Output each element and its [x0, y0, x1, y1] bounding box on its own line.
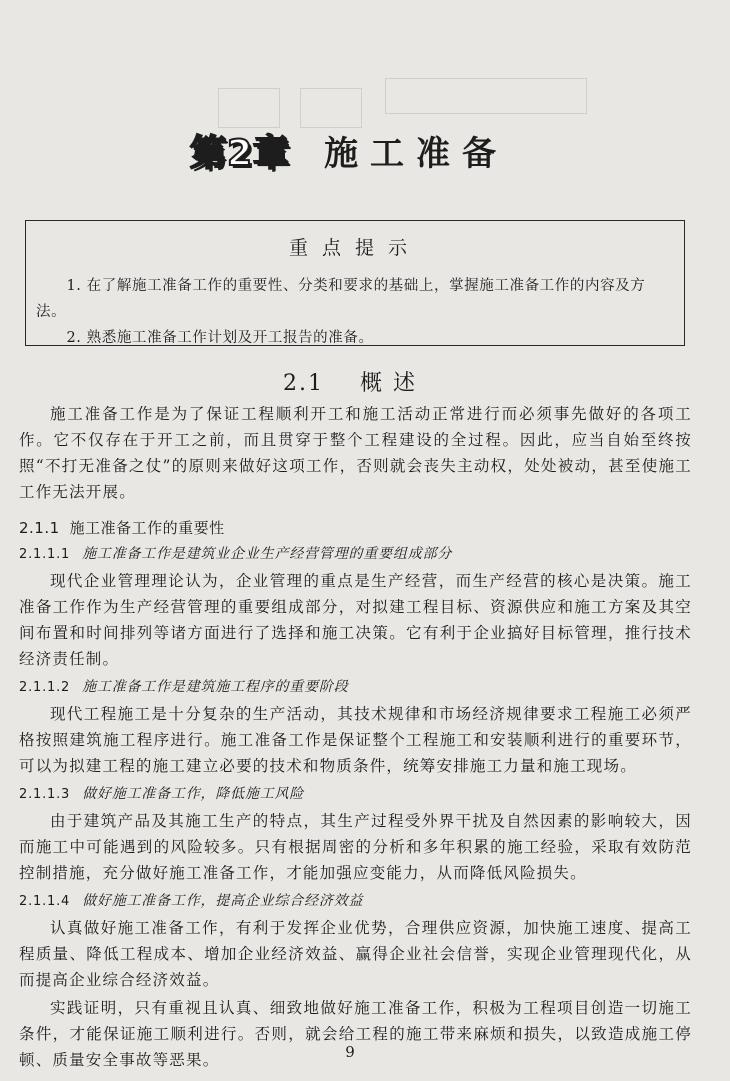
subsection-title: 施工准备工作的重要性	[69, 519, 225, 537]
section-title: 概 述	[360, 371, 417, 396]
body-paragraph: 实践证明，只有重视且认真、细致地做好施工准备工作，积极为工程项目创造一切施工条件，才能保证施工顺利进行。否则，就会给工程的施工带来麻烦和损失，以致造成施工停顿、质量安全事故等恶果。	[19, 999, 692, 1069]
body-paragraph: 现代工程施工是十分复杂的生产活动，其技术规律和市场经济规律要求工程施工必须严格按照建筑施工程序进行。施工准备工作是保证整个工程施工和安装顺利进行的重要环节，可以为拟建工程的施工建立必要的技术和物质条件，统筹安排施工力量和施工现场。	[19, 705, 692, 775]
page-number: 9	[345, 1043, 355, 1061]
item-number: 2.1.1.2	[19, 680, 71, 695]
item-number: 2.1.1.1	[19, 547, 71, 562]
item-heading	[19, 783, 692, 806]
section-number: 2.1	[283, 371, 324, 396]
key-point-item: 1. 在了解施工准备工作的重要性、分类和要求的基础上，掌握施工准备工作的内容及方法。	[36, 278, 646, 320]
bleed-through-box	[300, 88, 362, 128]
item-number: 2.1.1.3	[19, 787, 71, 802]
item-heading	[19, 543, 692, 566]
chapter-number: 第2章	[190, 132, 291, 174]
section-body	[19, 401, 692, 1073]
subsection-number: 2.1.1	[19, 519, 60, 537]
chapter-heading	[190, 124, 508, 176]
body-paragraph: 由于建筑产品及其施工生产的特点，其生产过程受外界干扰及自然因素的影响较大，因而施工中可能遇到的风险较多。只有根据周密的分析和多年积累的施工经验，采取有效防范控制措施，充分做好施工准备工作，才能加强应变能力，从而降低风险损失。	[19, 812, 692, 882]
chapter-title: 施工准备	[324, 133, 509, 174]
item-heading	[19, 676, 692, 699]
item-title: 施工准备工作是建筑业企业生产经营管理的重要组成部分	[82, 546, 453, 562]
intro-paragraph: 施工准备工作是为了保证工程顺利开工和施工活动正常进行而必须事先做好的各项工作。它不仅存在于开工之前，而且贯穿于整个工程建设的全过程。因此，应当自始至终按照“不打无准备之仗”的原则来做好这项工作，否则就会丧失主动权，处处被动，甚至使施工工作无法开展。	[19, 405, 692, 501]
section-heading	[0, 366, 700, 397]
body-paragraph: 现代企业管理理论认为，企业管理的重点是生产经营，而生产经营的核心是决策。施工准备工作作为生产经营管理的重要组成部分，对拟建工程目标、资源供应和施工方案及其空间布置和时间排列等诸方面进行了选择和施工决策。它有利于企业搞好目标管理，推行技术经济责任制。	[19, 572, 692, 668]
key-points-box	[25, 220, 685, 346]
body-paragraph: 认真做好施工准备工作，有利于发挥企业优势，合理供应资源，加快施工速度、提高工程质量、降低工程成本、增加企业经济效益、赢得企业社会信誉，实现企业管理现代化，从而提高企业综合经济效益。	[19, 919, 692, 989]
subsection-heading	[19, 517, 692, 539]
item-heading	[19, 890, 692, 913]
key-points-heading: 重点提示	[288, 237, 421, 259]
item-title: 施工准备工作是建筑施工程序的重要阶段	[82, 679, 349, 695]
key-points-list	[36, 273, 670, 351]
bleed-through-box	[385, 78, 587, 114]
bleed-through-box	[218, 88, 280, 128]
item-title: 做好施工准备工作，提高企业综合经济效益	[82, 893, 364, 909]
item-title: 做好施工准备工作，降低施工风险	[82, 786, 305, 802]
key-point-item: 2. 熟悉施工准备工作计划及开工报告的准备。	[66, 330, 374, 346]
item-number: 2.1.1.4	[19, 894, 71, 909]
